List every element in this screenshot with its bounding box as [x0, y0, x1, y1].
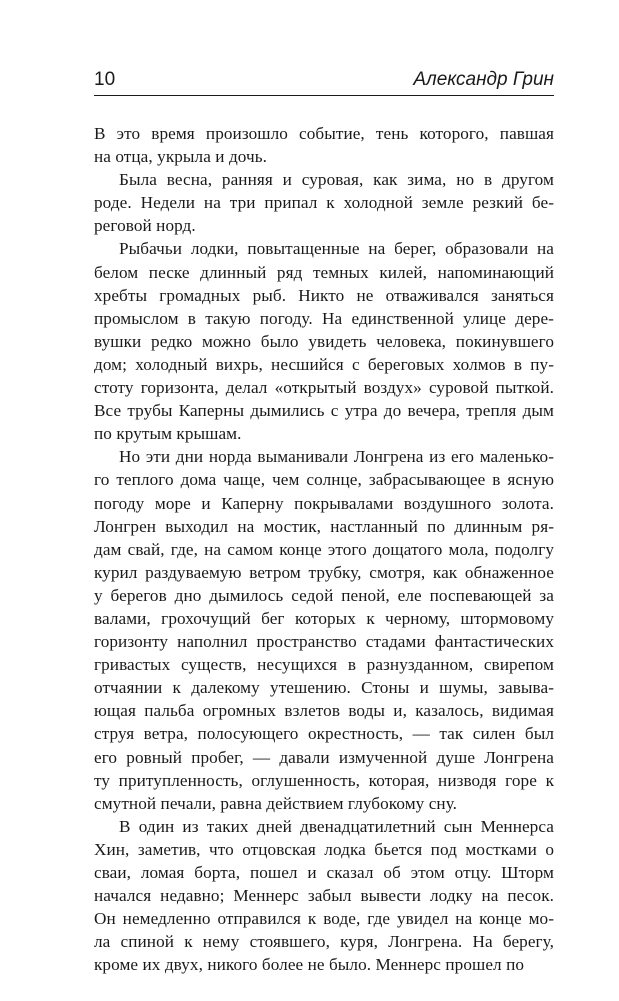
- text-line: Все трубы Каперны дымились с утра до вечера, трепля дым: [94, 401, 554, 421]
- text-line: дам свай, где, на самом конце этого дощатого мола, подолгу: [94, 539, 554, 559]
- text-line: погоду море и Каперну покрывалами воздушного золота.: [94, 493, 554, 513]
- text-line: сваи, ломая борта, пошел и сказал об этом отцу. Шторм: [94, 863, 554, 882]
- text-line: горизонту наполнил пространство стадами фантастических: [94, 632, 554, 652]
- text-line: белом песке длинный ряд темных килей, напоминающий: [94, 262, 554, 282]
- paragraph: [94, 445, 554, 815]
- running-head-author: Александр Грин: [413, 69, 554, 90]
- text-line: струя ветра, полосующего окрестность, — так силен был: [94, 724, 554, 744]
- text-line: Рыбачьи лодки, повытащенные на берег, образовали на: [119, 239, 554, 259]
- text-line: В это время произошло событие, тень которого, павшая: [94, 124, 554, 143]
- text-line: дом; холодный вихрь, несшийся с береговых холмов в пу-: [94, 354, 554, 374]
- text-line: реговой норд.: [94, 216, 196, 236]
- text-line: Лонгрен выходил на мостик, настланный по длинным ря-: [94, 516, 554, 536]
- paragraph: [94, 237, 554, 445]
- header-rule: [94, 95, 554, 96]
- text-line: Он немедленно отправился к воде, где увидел на конце мо-: [94, 909, 554, 929]
- text-line: стоту горизонта, делал «открытый воздух» суровой пыткой.: [94, 378, 554, 398]
- text-line: В один из таких дней двенадцатилетний сын Меннерса: [119, 816, 554, 836]
- text-line: ту притупленность, оглушенность, которая, низводя горе к: [94, 770, 554, 790]
- text-line: вушки редко можно было увидеть человека, покинувшего: [94, 331, 554, 351]
- text-line: ла спиной к нему стоявшего, куря, Лонгрена. На берегу,: [94, 932, 554, 952]
- text-line: Была весна, ранняя и суровая, как зима, но в другом: [119, 170, 554, 190]
- body-text: [94, 122, 554, 976]
- text-line: го теплого дома чаще, чем солнце, забрасывающее в ясную: [94, 470, 554, 490]
- text-line: Хин, заметив, что отцовская лодка бьется под мостками о: [94, 839, 554, 859]
- text-line: начался недавно; Меннерс забыл вывести лодку на песок.: [94, 886, 554, 906]
- text-line: валами, грохочущий бег которых к черному, штормовому: [94, 608, 554, 628]
- text-line: Но эти дни норда выманивали Лонгрена из его маленько-: [119, 447, 554, 467]
- text-line: роде. Недели на три припал к холодной земле резкий бе-: [94, 193, 554, 213]
- text-line: курил раздуваемую ветром трубку, смотря, как обнаженное: [94, 562, 554, 582]
- paragraph: [94, 122, 554, 168]
- text-line: кроме их двух, никого более не было. Меннерс прошел по: [94, 955, 525, 975]
- text-line: промыслом в такую погоду. На единственной улице дере-: [94, 308, 554, 328]
- paragraph: [94, 815, 554, 977]
- text-line: по крутым крышам.: [94, 424, 242, 444]
- page-number: 10: [94, 69, 116, 90]
- text-line: его ровный пробег, — давали измученной душе Лонгрена: [94, 747, 554, 767]
- text-line: отчаянии к далекому утешению. Стоны и шумы, завыва-: [94, 678, 554, 698]
- text-line: у берегов дно дымилось седой пеной, еле поспевающей за: [94, 585, 554, 605]
- text-line: ющая пальба огромных взлетов воды и, казалось, видимая: [94, 701, 554, 721]
- text-line: гривастых существ, несущихся в разнузданном, свирепом: [94, 655, 554, 675]
- text-line: на отца, укрыла и дочь.: [94, 147, 268, 167]
- running-head: [94, 66, 554, 96]
- text-line: хребты громадных рыб. Никто не отваживался заняться: [94, 285, 554, 305]
- paragraph: [94, 168, 554, 237]
- text-line: смутной печали, равна действием глубокому сну.: [94, 793, 458, 813]
